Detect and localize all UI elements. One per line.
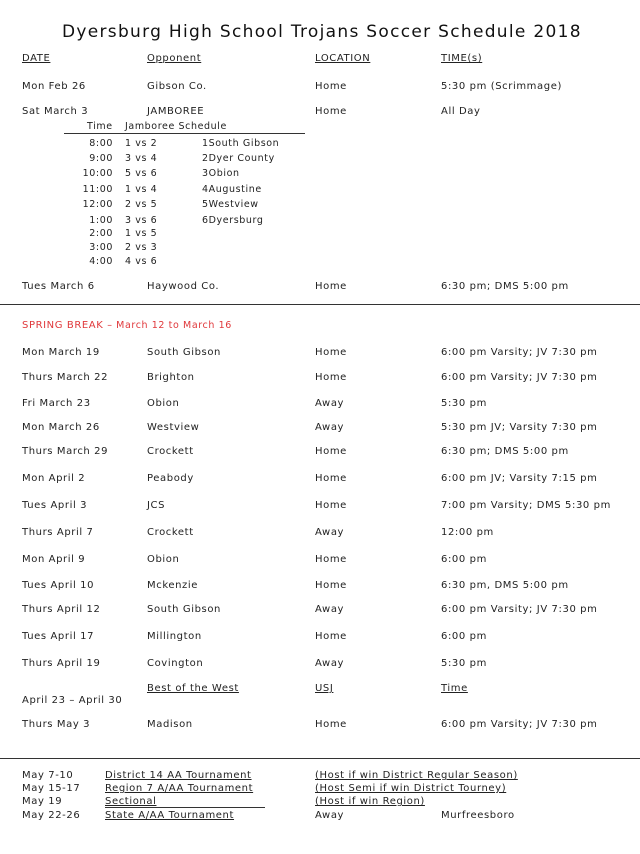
jamboree-match: 1 vs 2 [125, 138, 158, 149]
section-divider [0, 758, 640, 759]
game-time: 6:00 pm Varsity; JV 7:30 pm [441, 347, 598, 358]
jamboree-time: 8:00 [89, 138, 113, 149]
game-date: Tues March 6 [22, 281, 95, 292]
game-date: Thurs April 7 [22, 527, 94, 538]
game-date: Fri March 23 [22, 398, 91, 409]
game-date: Thurs April 19 [22, 658, 101, 669]
game-time: 5:30 pm [441, 658, 487, 669]
jamboree-time: 11:00 [82, 184, 113, 195]
game-time: 6:00 pm JV; Varsity 7:15 pm [441, 473, 598, 484]
game-time: 5:30 pm (Scrimmage) [441, 81, 562, 92]
jamboree-time: 10:00 [82, 168, 113, 179]
game-location: Home [315, 446, 347, 457]
postseason-location: (Host if win District Regular Season) [315, 770, 518, 781]
game-opponent: Millington [147, 631, 202, 642]
postseason-date: May 7-10 [22, 770, 74, 781]
jamboree-match: 2 vs 5 [125, 199, 158, 210]
postseason-time: Murfreesboro [441, 810, 515, 821]
game-location: Away [315, 604, 345, 615]
game-date: Thurs April 12 [22, 604, 101, 615]
game-time: 6:30 pm; DMS 5:00 pm [441, 446, 569, 457]
game-opponent: South Gibson [147, 347, 221, 358]
game-date: Tues April 10 [22, 580, 95, 591]
header-opponent: Opponent [147, 53, 202, 64]
jamboree-title: Jamboree Schedule [125, 121, 227, 132]
jamboree-time: 9:00 [89, 153, 113, 164]
jamboree-team: 5Westview [202, 199, 259, 210]
postseason-event: Sectional [105, 796, 157, 807]
jamboree-time: 4:00 [89, 256, 113, 267]
event-time: Time [441, 683, 468, 694]
game-time: 6:30 pm; DMS 5:00 pm [441, 281, 569, 292]
header-time: TIME(s) [441, 53, 483, 64]
game-opponent: Crockett [147, 527, 194, 538]
game-date: Mon April 9 [22, 554, 86, 565]
game-location: Home [315, 347, 347, 358]
game-time: 7:00 pm Varsity; DMS 5:30 pm [441, 500, 611, 511]
game-time: 6:00 pm [441, 554, 487, 565]
postseason-date: May 22-26 [22, 810, 81, 821]
game-time: 6:30 pm, DMS 5:00 pm [441, 580, 569, 591]
jamboree-time: 12:00 [82, 199, 113, 210]
event-date: April 23 – April 30 [22, 695, 123, 706]
jamboree-time: 1:00 [89, 215, 113, 226]
game-location: Home [315, 631, 347, 642]
jamboree-match: 3 vs 4 [125, 153, 158, 164]
game-date: Thurs May 3 [22, 719, 91, 730]
game-opponent: Obion [147, 554, 180, 565]
game-location: Home [315, 554, 347, 565]
game-time: 6:00 pm Varsity; JV 7:30 pm [441, 372, 598, 383]
game-location: Home [315, 81, 347, 92]
section-divider [0, 304, 640, 305]
postseason-location: Away [315, 810, 345, 821]
game-location: Home [315, 580, 347, 591]
game-opponent: Westview [147, 422, 200, 433]
game-opponent: Mckenzie [147, 580, 199, 591]
game-opponent: Brighton [147, 372, 195, 383]
jamboree-team: 1South Gibson [202, 138, 280, 149]
game-opponent: JAMBOREE [147, 106, 205, 117]
game-time: 5:30 pm [441, 398, 487, 409]
game-date: Mon April 2 [22, 473, 86, 484]
game-location: Away [315, 422, 345, 433]
spring-break-label: SPRING BREAK [22, 320, 104, 331]
game-date: Mon March 19 [22, 347, 100, 358]
postseason-event: District 14 AA Tournament [105, 770, 252, 781]
postseason-event: Region 7 A/AA Tournament [105, 783, 254, 794]
game-location: Home [315, 719, 347, 730]
game-location: Home [315, 500, 347, 511]
game-date: Mon March 26 [22, 422, 100, 433]
game-time: 6:00 pm Varsity; JV 7:30 pm [441, 604, 598, 615]
jamboree-match: 3 vs 6 [125, 215, 158, 226]
jamboree-team: 6Dyersburg [202, 215, 264, 226]
game-opponent: Peabody [147, 473, 194, 484]
header-date: DATE [22, 53, 51, 64]
game-opponent: Covington [147, 658, 204, 669]
game-location: Away [315, 527, 345, 538]
game-time: 5:30 pm JV; Varsity 7:30 pm [441, 422, 598, 433]
jamboree-time: 3:00 [89, 242, 113, 253]
game-opponent: Obion [147, 398, 180, 409]
postseason-date: May 15-17 [22, 783, 81, 794]
jamboree-team: 3Obion [202, 168, 240, 179]
postseason-location: (Host if win Region) [315, 796, 425, 807]
jamboree-match: 5 vs 6 [125, 168, 158, 179]
game-location: Away [315, 398, 345, 409]
jamboree-divider [64, 133, 305, 134]
game-date: Mon Feb 26 [22, 81, 86, 92]
game-time: 12:00 pm [441, 527, 494, 538]
game-date: Tues April 3 [22, 500, 88, 511]
game-time: 6:00 pm Varsity; JV 7:30 pm [441, 719, 598, 730]
jamboree-match: 2 vs 3 [125, 242, 158, 253]
game-date: Thurs March 29 [22, 446, 109, 457]
game-location: Away [315, 658, 345, 669]
game-opponent: South Gibson [147, 604, 221, 615]
jamboree-match: 1 vs 5 [125, 228, 158, 239]
game-time: 6:00 pm [441, 631, 487, 642]
jamboree-time-header: Time [87, 121, 113, 132]
game-date: Tues April 17 [22, 631, 95, 642]
header-location: LOCATION [315, 53, 371, 64]
jamboree-team: 2Dyer County [202, 153, 275, 164]
event-location: USJ [315, 683, 334, 694]
game-date: Thurs March 22 [22, 372, 109, 383]
game-opponent: Crockett [147, 446, 194, 457]
game-location: Home [315, 281, 347, 292]
postseason-event: State A/AA Tournament [105, 810, 235, 821]
game-opponent: Haywood Co. [147, 281, 220, 292]
game-opponent: JCS [147, 500, 166, 511]
jamboree-match: 1 vs 4 [125, 184, 158, 195]
game-time: All Day [441, 106, 481, 117]
game-location: Home [315, 473, 347, 484]
event-name: Best of the West [147, 683, 239, 694]
postseason-location: (Host Semi if win District Tourney) [315, 783, 507, 794]
page-title: Dyersburg High School Trojans Soccer Schedule 2018 [62, 22, 582, 42]
game-location: Home [315, 372, 347, 383]
game-date: Sat March 3 [22, 106, 89, 117]
game-opponent: Gibson Co. [147, 81, 207, 92]
jamboree-team: 4Augustine [202, 184, 262, 195]
jamboree-time: 2:00 [89, 228, 113, 239]
postseason-date: May 19 [22, 796, 63, 807]
sectional-underline [105, 807, 265, 808]
spring-break-banner [22, 320, 232, 331]
game-opponent: Madison [147, 719, 193, 730]
game-location: Home [315, 106, 347, 117]
spring-break-dates: – March 12 to March 16 [107, 320, 232, 331]
jamboree-match: 4 vs 6 [125, 256, 158, 267]
